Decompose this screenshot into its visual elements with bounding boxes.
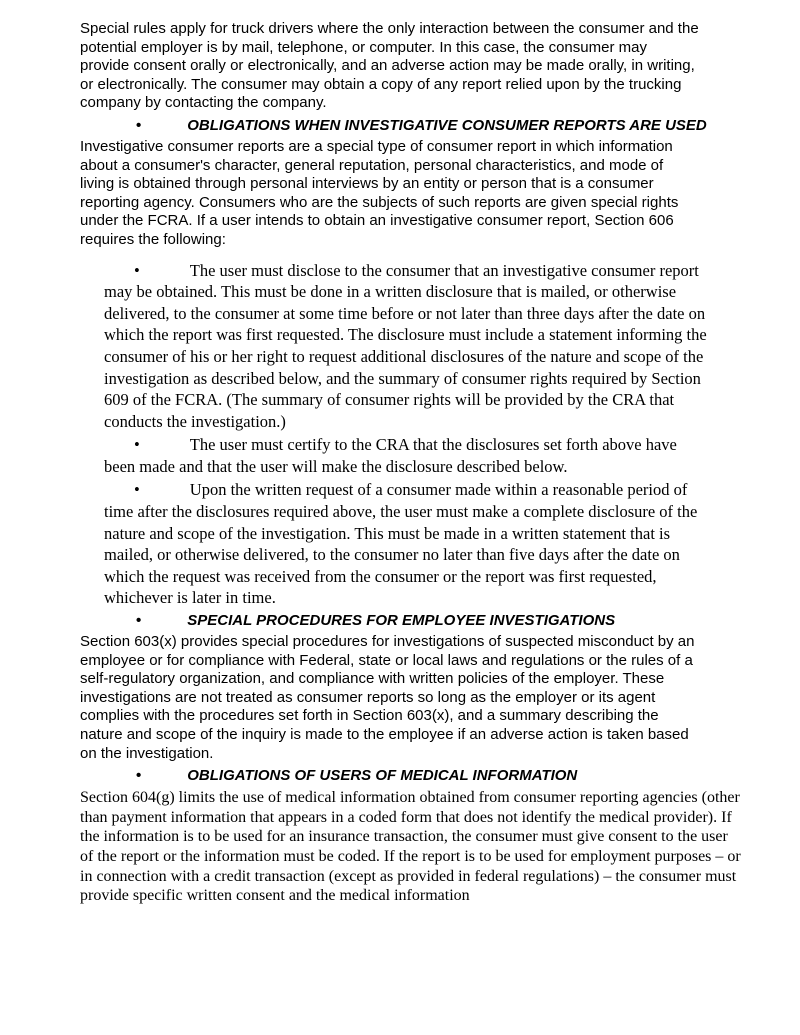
paragraph-employee-procedures: Section 603(x) provides special procedures for investigations of suspected misconduct by an employee or for compliance with Federal, state or local laws and regulations or the rules of a self-regulatory organization, and compliance with written policies of the employer. These investigations are not treated as consumer reports so long as the employer or its agent complies with the procedures set forth in Section 603(x), and a summary describing the nature and scope of the inquiry is made to the employee if an adverse action is taken based on the investigation. bbox=[80, 633, 695, 762]
bullet-paragraph-certify-text: The user must certify to the CRA that the disclosures set forth above have been made and that the user will make the disclosure described below. bbox=[104, 435, 677, 476]
heading-medical-information bbox=[80, 767, 742, 784]
heading-investigative-reports-label: OBLIGATIONS WHEN INVESTIGATIVE CONSUMER REPORTS ARE USED bbox=[187, 116, 707, 134]
paragraph-medical-information: Section 604(g) limits the use of medical information obtained from consumer reporting agencies (other than payment information that appears in a coded form that does not identify the medical provider). If the information is to be used for an insurance transaction, the consumer must give consent to the user of the report or the information must be coded. If the report is to be used for employment purposes – or in connection with a credit transaction (except as provided in federal regulations) – the consumer must provide specific written consent and the medical information bbox=[80, 789, 741, 905]
bullet-icon: • bbox=[134, 435, 140, 455]
heading-employee-investigations bbox=[80, 612, 742, 629]
heading-employee-investigations-label: SPECIAL PROCEDURES FOR EMPLOYEE INVESTIGATIONS bbox=[187, 612, 616, 630]
bullet-paragraph-disclose bbox=[104, 260, 708, 433]
paragraph-investigative-intro: Investigative consumer reports are a special type of consumer report in which information about a consumer's character, general reputation, personal characteristics, and mode of living is obtained through personal interviews by an entity or person that is a consumer reporting agency. Consumers who are the subjects of such reports are given special rights under the FCRA. If a user intends to obtain an investigative consumer report, Section 606 requires the following: bbox=[80, 137, 679, 248]
heading-investigative-reports bbox=[80, 117, 742, 134]
bullet-icon: • bbox=[136, 116, 142, 134]
paragraph-truck-drivers: Special rules apply for truck drivers where the only interaction between the consumer and the potential employer is by mail, telephone, or computer. In this case, the consumer may provide consent orally or electronically, and an adverse action may be made orally, in writing, or electronically. The consumer may obtain a copy of any report relied upon by the trucking company by contacting the company. bbox=[80, 20, 699, 112]
bullet-paragraph-disclose-text: The user must disclose to the consumer that an investigative consumer report may be obtained. This must be done in a written disclosure that is mailed, or otherwise delivered, to the consumer at some time before or not later than three days after the date on which the report was first requested. The disclosure must include a statement informing the consumer of his or her right to request additional disclosures of the nature and scope of the investigation as described below, and the summary of consumer rights required by Section 609 of the FCRA. (The summary of consumer rights will be provided by the CRA that conducts the investigation.) bbox=[104, 260, 707, 431]
bullet-paragraph-request-text: Upon the written request of a consumer made within a reasonable period of time after the disclosures required above, the user must make a complete disclosure of the nature and scope of the investigation. This must be made in a written statement that is mailed, or otherwise delivered, to the consumer no later than five days after the date on which the request was received from the consumer or the report was first requested, whichever is later in time. bbox=[104, 480, 698, 608]
bullet-icon: • bbox=[134, 480, 140, 500]
bullet-paragraph-request bbox=[104, 479, 708, 609]
heading-medical-information-label: OBLIGATIONS OF USERS OF MEDICAL INFORMATION bbox=[187, 767, 578, 785]
bullet-icon: • bbox=[136, 767, 142, 785]
bullet-paragraph-certify bbox=[104, 434, 708, 477]
bullet-icon: • bbox=[134, 260, 140, 280]
bullet-icon: • bbox=[136, 612, 142, 630]
